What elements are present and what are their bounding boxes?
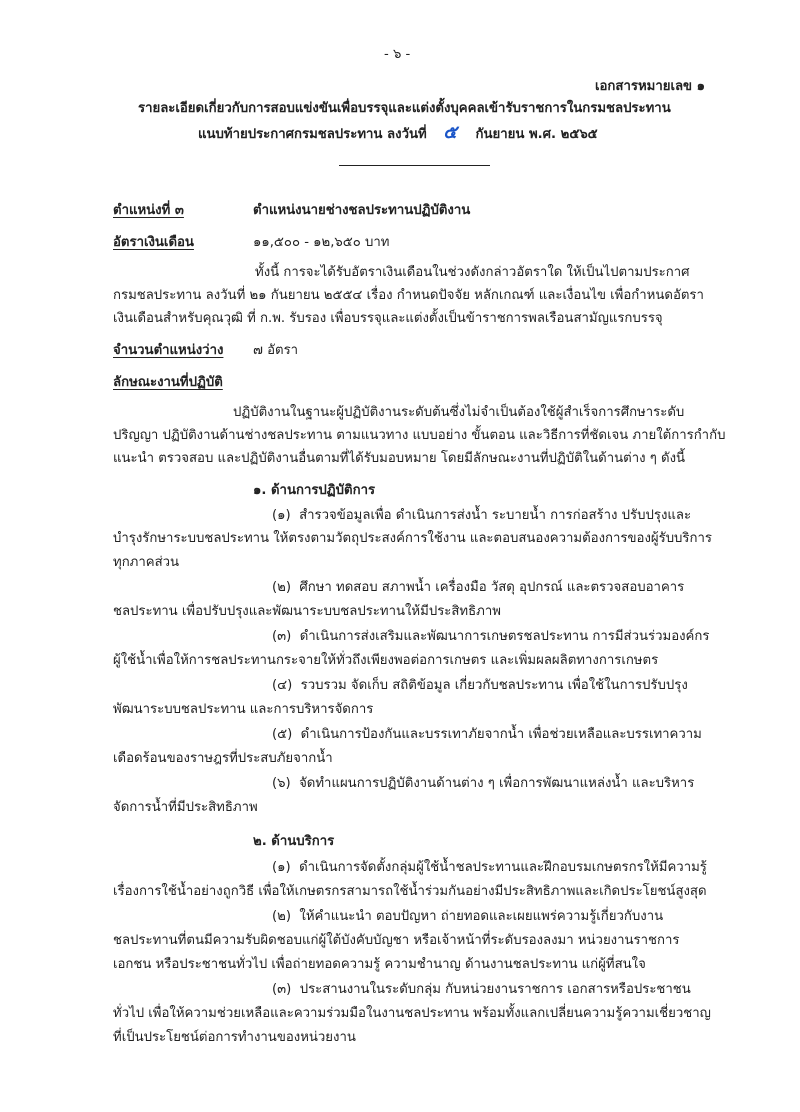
title-divider: [339, 165, 490, 166]
salary-label: อัตราเงินเดือน: [113, 235, 194, 250]
item-number: (๓): [272, 629, 292, 644]
job-nature-heading: ลักษณะงานที่ปฏิบัติ: [113, 375, 223, 390]
section-1-item-5-line2: เดือดร้อนของราษฎรที่ประสบภัยจากน้ำ: [113, 751, 333, 766]
section-2-item-1-first: (๑) ดำเนินการจัดตั้งกลุ่มผู้ใช้น้ำชลประทานและฝึกอบรมเกษตรกรให้มีความรู้: [272, 860, 707, 875]
section-1-item-1-line3: ทุกภาคส่วน: [113, 555, 180, 570]
job-nature-intro-line1: ปฏิบัติงานในฐานะผู้ปฏิบัติงานระดับต้นซึ่งไม่จำเป็นต้องใช้ผู้สำเร็จการศึกษาระดับ: [233, 405, 685, 420]
section-2-item-3-line3: ที่เป็นประโยชน์ต่อการทำงานของหน่วยงาน: [113, 1030, 356, 1045]
position-value: ตำแหน่งนายช่างชลประทานปฏิบัติงาน: [253, 203, 471, 218]
section-2-item-1-line2: เรื่องการใช้น้ำอย่างถูกวิธี เพื่อให้เกษตรกรสามารถใช้น้ำร่วมกันอย่างมีประสิทธิภาพและเกิดประโยชน์สูงสุด: [113, 884, 707, 899]
job-nature-intro-line3: แนะนำ ตรวจสอบ และปฏิบัติงานอื่นตามที่ได้รับมอบหมาย โดยมีลักษณะงานที่ปฏิบัติในด้านต่าง ๆ ดังนี้: [113, 451, 686, 466]
section-2-item-3-first: (๓) ประสานงานในระดับกลุ่ม กับหน่วยงานราชการ เอกสารหรือประชาชน: [272, 982, 691, 997]
section-1-heading: ๑. ด้านการปฏิบัติการ: [253, 483, 376, 498]
section-2-heading: ๒. ด้านบริการ: [253, 834, 335, 849]
item-number: (๖): [272, 776, 291, 791]
section-1-item-3-line2: ผู้ใช้น้ำเพื่อให้การชลประทานกระจายให้ทั่วถึงเพียงพอต่อการเกษตร และเพิ่มผลผลิตทางการเกษตร: [113, 653, 659, 668]
section-1-item-3-first: (๓) ดำเนินการส่งเสริมและพัฒนาการเกษตรชลประทาน การมีส่วนร่วมองค์กร: [272, 629, 710, 644]
item-number: (๒): [272, 580, 291, 595]
section-2-item-2-first: (๒) ให้คำแนะนำ ตอบปัญหา ถ่ายทอดและเผยแพร่ความรู้เกี่ยวกับงาน: [272, 909, 664, 924]
handwritten-day: ๕: [443, 122, 457, 143]
item-number: (๓): [272, 982, 292, 997]
salary-value: ๑๑,๕๐๐ - ๑๒,๖๕๐ บาท: [253, 235, 390, 250]
section-1-item-2-line2: ชลประทาน เพื่อปรับปรุงและพัฒนาระบบชลประทานให้มีประสิทธิภาพ: [113, 604, 501, 619]
section-2-item-3-line2: ทั่วไป เพื่อให้ความช่วยเหลือและความร่วมมือในงานชลประทาน พร้อมทั้งแลกเปลี่ยนความรู้ความเชี่ยวชาญ: [113, 1006, 711, 1021]
salary-note-line3: เงินเดือนสำหรับคุณวุฒิ ที่ ก.พ. รับรอง เพื่อบรรจุและแต่งตั้งเป็นข้าราชการพลเรือนสามัญแรกบรรจุ: [113, 311, 663, 326]
item-number: (๔): [272, 678, 293, 693]
section-1-item-1-line2: บำรุงรักษาระบบชลประทาน ให้ตรงตามวัตถุประสงค์การใช้งาน และตอบสนองความต้องการของผู้รับบริการ: [113, 531, 712, 546]
section-1-item-2-first: (๒) ศึกษา ทดสอบ สภาพน้ำ เครื่องมือ วัสดุ อุปกรณ์ และตรวจสอบอาคาร: [272, 580, 685, 595]
job-nature-intro-line2: ปริญญา ปฏิบัติงานด้านช่างชลประทาน ตามแนวทาง แบบอย่าง ขั้นตอน และวิธีการที่ชัดเจน ภายใต้การกำกับ: [113, 428, 726, 443]
item-number: (๕): [272, 727, 293, 742]
vacancies-value: ๗ อัตรา: [253, 343, 299, 358]
section-1-item-6-first: (๖) จัดทำแผนการปฏิบัติงานด้านต่าง ๆ เพื่อการพัฒนาแหล่งน้ำ และบริหาร: [272, 776, 695, 791]
section-1-item-4-line2: พัฒนาระบบชลประทาน และการบริหารจัดการ: [113, 702, 374, 717]
document-reference: เอกสารหมายเลข ๑: [595, 79, 706, 94]
section-1-item-1-first: (๑) สำรวจข้อมูลเพื่อ ดำเนินการส่งน้ำ ระบายน้ำ การก่อสร้าง ปรับปรุงและ: [272, 508, 692, 523]
title-prefix: แนบท้ายประกาศกรมชลประทาน ลงวันที่: [198, 127, 427, 142]
title-suffix: กันยายน พ.ศ. ๒๕๖๕: [475, 127, 598, 142]
item-number: (๒): [272, 909, 291, 924]
item-number: (๑): [272, 508, 291, 523]
section-2-item-2-line3: เอกชน หรือประชาชนทั่วไป เพื่อถ่ายทอดความรู้ ความชำนาญ ด้านงานชลประทาน แก่ผู้ที่สนใจ: [113, 957, 646, 972]
document-title-line1: รายละเอียดเกี่ยวกับการสอบแข่งขันเพื่อบรรจุและแต่งตั้งบุคคลเข้ารับราชการในกรมชลประทาน: [138, 101, 671, 116]
salary-note-line2: กรมชลประทาน ลงวันที่ ๒๑ กันยายน ๒๕๕๔ เรื่อง กำหนดปัจจัย หลักเกณฑ์ และเงื่อนไข เพื่อกำหนดอัตรา: [113, 288, 704, 303]
item-number: (๑): [272, 860, 291, 875]
section-1-item-5-first: (๕) ดำเนินการป้องกันและบรรเทาภัยจากน้ำ เพื่อช่วยเหลือและบรรเทาความ: [272, 727, 702, 742]
vacancies-label: จำนวนตำแหน่งว่าง: [113, 343, 224, 358]
section-2-item-2-line2: ชลประทานที่ตนมีความรับผิดชอบแก่ผู้ใต้บังคับบัญชา หรือเจ้าหน้าที่ระดับรองลงมา หน่วยงานราชการ: [113, 933, 680, 948]
salary-note-line1: ทั้งนี้ การจะได้รับอัตราเงินเดือนในช่วงดังกล่าวอัตราใด ให้เป็นไปตามประกาศ: [255, 265, 690, 280]
section-1-item-6-line2: จัดการน้ำที่มีประสิทธิภาพ: [113, 800, 258, 815]
section-1-item-4-first: (๔) รวบรวม จัดเก็บ สถิติข้อมูล เกี่ยวกับชลประทาน เพื่อใช้ในการปรับปรุง: [272, 678, 688, 693]
position-label: ตำแหน่งที่ ๓: [113, 203, 184, 218]
page-number: - ๖ -: [384, 47, 411, 62]
document-title-line2: [198, 124, 598, 142]
